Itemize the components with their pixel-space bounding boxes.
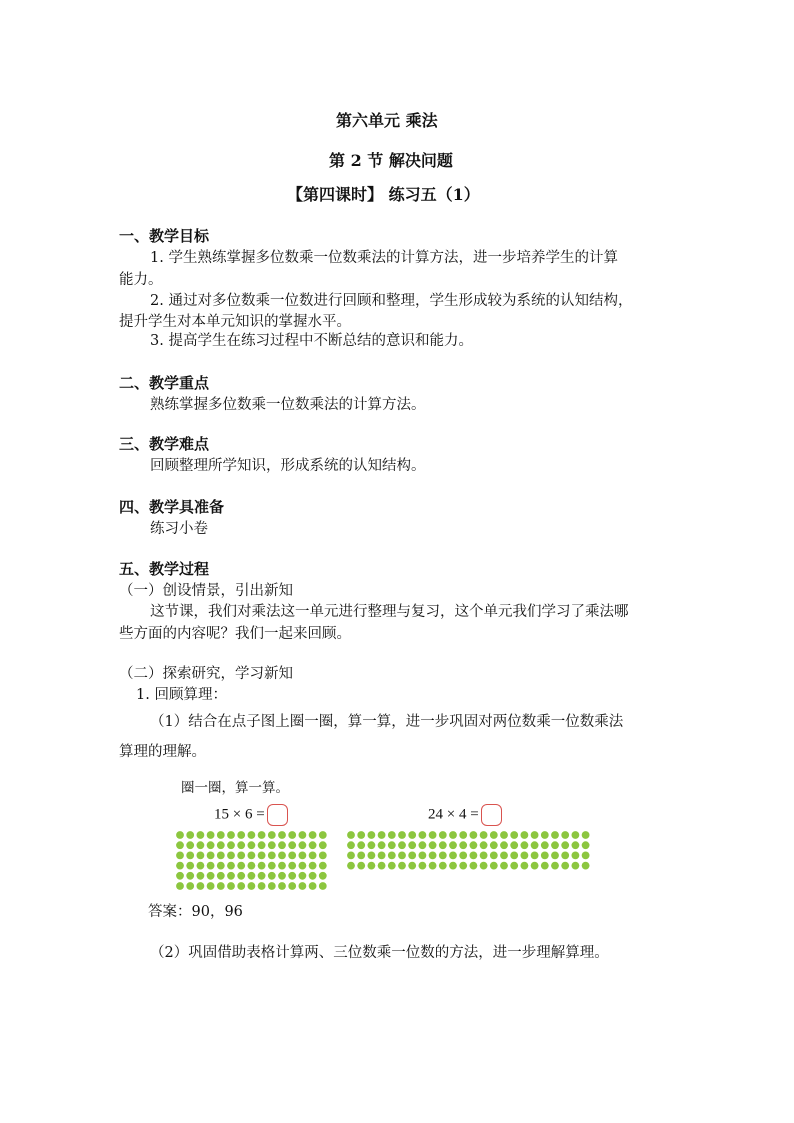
section-title: 第 2 节 解决问题 — [329, 151, 453, 170]
dot — [319, 862, 327, 870]
dot — [186, 882, 194, 890]
dot — [582, 862, 590, 870]
dot — [288, 872, 296, 880]
dot — [398, 841, 406, 849]
dot — [398, 862, 406, 870]
dot — [248, 831, 256, 839]
dot — [459, 831, 467, 839]
dot — [186, 852, 194, 860]
dot — [248, 841, 256, 849]
dot — [347, 841, 355, 849]
dot — [561, 862, 569, 870]
dot — [500, 852, 508, 860]
dot — [398, 852, 406, 860]
dot — [197, 831, 205, 839]
dot — [227, 852, 235, 860]
dot — [500, 831, 508, 839]
dot — [429, 831, 437, 839]
dot — [388, 841, 396, 849]
q2-text: （2）巩固借助表格计算两、三位数乘一位数的方法，进一步理解算理。 — [150, 945, 609, 961]
dot — [368, 852, 376, 860]
dot — [258, 831, 266, 839]
dot — [408, 852, 416, 860]
dot — [197, 882, 205, 890]
dot — [176, 852, 184, 860]
objective-1-line1: 1. 学生熟练掌握多位数乘一位数乘法的计算方法，进一步培养学生的计算 — [150, 250, 618, 266]
dot — [429, 862, 437, 870]
dot — [419, 831, 427, 839]
dot — [429, 852, 437, 860]
equation-1 — [214, 804, 288, 826]
dot — [207, 882, 215, 890]
dot — [288, 852, 296, 860]
point-1: 1. 回顾算理： — [136, 687, 227, 703]
dot — [368, 841, 376, 849]
dot — [309, 872, 317, 880]
dot — [319, 841, 327, 849]
dot — [288, 882, 296, 890]
dot — [561, 831, 569, 839]
dot — [510, 841, 518, 849]
dot — [439, 831, 447, 839]
dot — [347, 831, 355, 839]
dot — [470, 841, 478, 849]
dot — [227, 841, 235, 849]
dot — [368, 831, 376, 839]
dot — [278, 852, 286, 860]
dot — [531, 862, 539, 870]
dot — [319, 882, 327, 890]
lesson-title: 【第四课时】 练习五（1） — [287, 185, 480, 204]
dot — [541, 852, 549, 860]
dot — [347, 852, 355, 860]
dot — [258, 862, 266, 870]
dot — [186, 841, 194, 849]
dot — [299, 872, 307, 880]
dot — [490, 852, 498, 860]
dot — [319, 831, 327, 839]
dot — [278, 862, 286, 870]
sub1-line1: 这节课，我们对乘法这一单元进行整理与复习，这个单元我们学习了乘法哪 — [150, 604, 629, 620]
dot — [449, 852, 457, 860]
heading-process: 五、教学过程 — [119, 560, 210, 578]
dot — [197, 852, 205, 860]
dot — [510, 831, 518, 839]
dot — [572, 841, 580, 849]
dot — [288, 841, 296, 849]
dot — [248, 872, 256, 880]
heading-key-points: 二、教学重点 — [119, 374, 210, 392]
dot — [268, 872, 276, 880]
dot — [278, 831, 286, 839]
dot — [207, 872, 215, 880]
dot — [258, 882, 266, 890]
dot — [572, 862, 580, 870]
dot — [521, 841, 529, 849]
dot — [217, 862, 225, 870]
dot — [551, 862, 559, 870]
dot — [197, 862, 205, 870]
dot — [408, 862, 416, 870]
dot — [480, 852, 488, 860]
dot — [541, 831, 549, 839]
dot — [299, 882, 307, 890]
dot — [388, 852, 396, 860]
q1-line1: （1）结合在点子图上圈一圈，算一算，进一步巩固对两位数乘一位数乘法 — [150, 714, 624, 730]
dot — [268, 882, 276, 890]
dot — [551, 852, 559, 860]
dot — [408, 831, 416, 839]
dot — [268, 852, 276, 860]
dot — [268, 841, 276, 849]
dot — [197, 841, 205, 849]
dot — [176, 841, 184, 849]
dot — [378, 852, 386, 860]
dot — [439, 841, 447, 849]
dot — [521, 831, 529, 839]
dot — [551, 841, 559, 849]
dot — [309, 862, 317, 870]
dot — [500, 862, 508, 870]
dot — [217, 852, 225, 860]
dot — [176, 872, 184, 880]
dot — [237, 872, 245, 880]
heading-materials: 四、教学具准备 — [119, 498, 225, 516]
dot — [197, 872, 205, 880]
dot — [309, 852, 317, 860]
dot — [490, 841, 498, 849]
dot — [288, 831, 296, 839]
dot — [248, 882, 256, 890]
subheading-2: （二）探索研究，学习新知 — [119, 666, 293, 682]
dot-grid-24x4 — [346, 830, 591, 873]
objective-3: 3. 提高学生在练习过程中不断总结的意识和能力。 — [150, 333, 473, 349]
dot — [419, 852, 427, 860]
dot — [258, 852, 266, 860]
dot — [319, 872, 327, 880]
q1-line2: 算理的理解。 — [119, 744, 206, 760]
dot — [470, 862, 478, 870]
answer-box-2 — [481, 804, 502, 826]
difficulties-text: 回顾整理所学知识，形成系统的认知结构。 — [150, 458, 426, 474]
dot — [419, 862, 427, 870]
dot — [449, 841, 457, 849]
dot — [419, 841, 427, 849]
dot — [388, 862, 396, 870]
dot — [319, 852, 327, 860]
dot — [510, 852, 518, 860]
dot — [480, 831, 488, 839]
dot — [368, 862, 376, 870]
unit-title: 第六单元 乘法 — [336, 111, 438, 130]
dot — [207, 841, 215, 849]
dot — [439, 862, 447, 870]
dot — [531, 831, 539, 839]
dot — [357, 852, 365, 860]
dot — [357, 831, 365, 839]
objective-2-line2: 提升学生对本单元知识的掌握水平。 — [119, 314, 351, 330]
objective-2-line1: 2. 通过对多位数乘一位数进行回顾和整理，学生形成较为系统的认知结构， — [150, 293, 633, 309]
dot — [480, 841, 488, 849]
dot — [227, 831, 235, 839]
heading-objectives: 一、教学目标 — [119, 227, 210, 245]
dot — [186, 862, 194, 870]
dot — [268, 862, 276, 870]
dot — [176, 882, 184, 890]
dot — [480, 862, 488, 870]
dot — [449, 831, 457, 839]
dot — [582, 852, 590, 860]
dot — [268, 831, 276, 839]
dot — [309, 841, 317, 849]
dot — [248, 852, 256, 860]
answer-box-1 — [267, 804, 288, 826]
dot — [258, 872, 266, 880]
answer-text: 答案：90，96 — [148, 904, 243, 920]
dot — [237, 841, 245, 849]
dot — [186, 831, 194, 839]
dot — [217, 872, 225, 880]
dot — [278, 841, 286, 849]
dot — [572, 831, 580, 839]
equation-2 — [428, 804, 502, 826]
dot — [521, 862, 529, 870]
dot — [299, 852, 307, 860]
sub1-line2: 些方面的内容呢？我们一起来回顾。 — [119, 626, 351, 642]
dot — [378, 831, 386, 839]
dot — [299, 841, 307, 849]
dot — [227, 882, 235, 890]
dot — [388, 831, 396, 839]
equation-1-text: 15 × 6 = — [214, 806, 265, 823]
dot — [510, 862, 518, 870]
dot — [207, 862, 215, 870]
dot — [531, 841, 539, 849]
dot — [207, 852, 215, 860]
dot — [378, 841, 386, 849]
dot — [408, 841, 416, 849]
dot-grid-15x6 — [175, 830, 327, 892]
figure-caption: 圈一圈，算一算。 — [181, 780, 289, 796]
dot — [299, 831, 307, 839]
dot — [429, 841, 437, 849]
materials-text: 练习小卷 — [150, 521, 208, 537]
dot — [217, 882, 225, 890]
dot — [459, 841, 467, 849]
dot — [541, 862, 549, 870]
subheading-1: （一）创设情景，引出新知 — [119, 583, 293, 599]
dot — [521, 852, 529, 860]
dot — [237, 882, 245, 890]
dot — [207, 831, 215, 839]
dot — [561, 841, 569, 849]
objective-1-line2: 能力。 — [119, 272, 163, 288]
dot — [541, 841, 549, 849]
dot — [490, 862, 498, 870]
dot — [582, 841, 590, 849]
key-points-text: 熟练掌握多位数乘一位数乘法的计算方法。 — [150, 397, 426, 413]
dot — [357, 862, 365, 870]
dot — [531, 852, 539, 860]
dot — [278, 872, 286, 880]
dot — [490, 831, 498, 839]
dot — [357, 841, 365, 849]
dot — [459, 862, 467, 870]
dot — [459, 852, 467, 860]
dot — [237, 831, 245, 839]
heading-difficulties: 三、教学难点 — [119, 435, 210, 453]
dot — [500, 841, 508, 849]
dot — [227, 862, 235, 870]
dot — [288, 862, 296, 870]
dot — [449, 862, 457, 870]
dot — [217, 831, 225, 839]
dot — [561, 852, 569, 860]
dot — [237, 852, 245, 860]
dot — [582, 831, 590, 839]
dot — [176, 862, 184, 870]
dot — [378, 862, 386, 870]
dot — [278, 882, 286, 890]
dot — [347, 862, 355, 870]
dot — [551, 831, 559, 839]
dot — [248, 862, 256, 870]
dot — [186, 872, 194, 880]
equation-2-text: 24 × 4 = — [428, 806, 479, 823]
dot — [572, 852, 580, 860]
dot — [470, 831, 478, 839]
dot — [176, 831, 184, 839]
dot — [309, 831, 317, 839]
dot — [470, 852, 478, 860]
dot — [439, 852, 447, 860]
dot — [237, 862, 245, 870]
dot — [217, 841, 225, 849]
dot — [299, 862, 307, 870]
dot — [227, 872, 235, 880]
dot — [309, 882, 317, 890]
dot — [258, 841, 266, 849]
dot — [398, 831, 406, 839]
